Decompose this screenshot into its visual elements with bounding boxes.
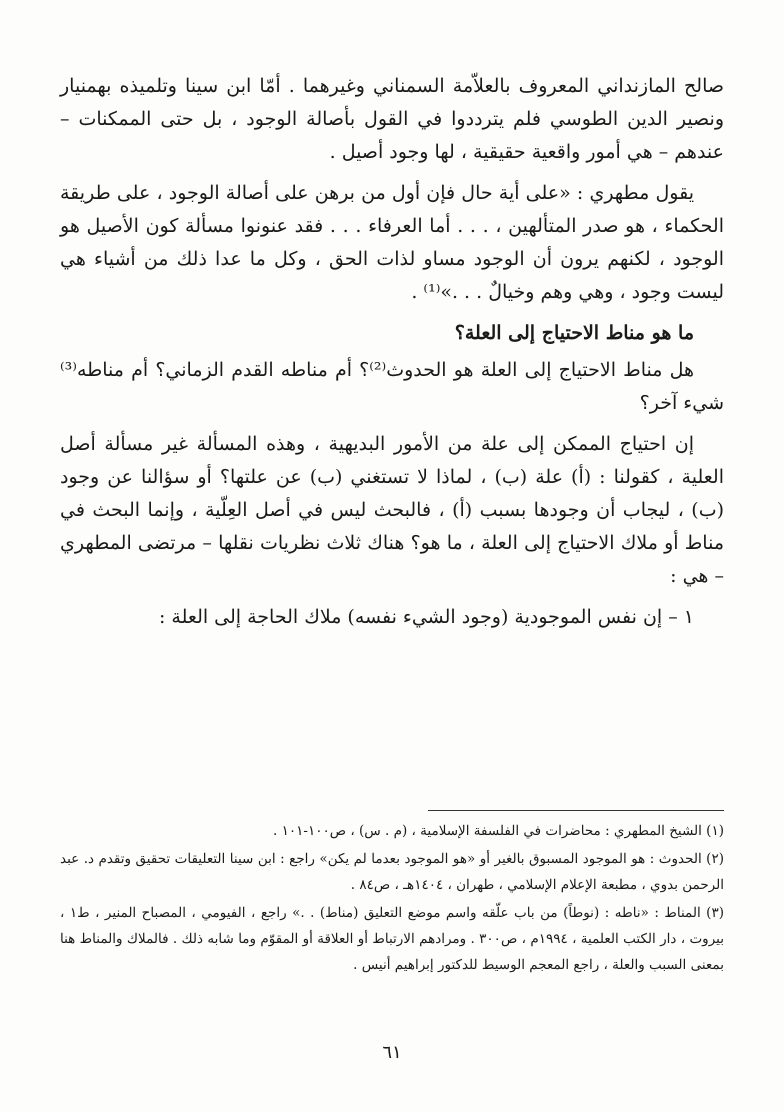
footnotes [60,818,724,980]
paragraph-4: إن احتياج الممكن إلى علة من الأمور البديهية ، وهذه المسألة غير مسألة أصل العلية ، كقولنا : (أ) علة (ب) ، لماذا لا تستغني (ب) عن علتها؟ أو سؤالنا عن وجود (ب) ، ليجاب أن وجودها بسبب (أ) ، فالبحث ليس في أصل العِلّية ، وإنما البحث في مناط أو ملاك الاحتياج إلى العلة ، ما هو؟ هناك ثلاث نظريات نقلها – مرتضى المطهري – هي : [60,433,724,587]
paragraph-2: يقول مطهري : «على أية حال فإن أول من برهن على أصالة الوجود ، على طريقة الحكماء ، هو صدر المتألهين ، . . . أما العرفاء . . . فقد عنونوا مسألة كون الأصيل هو الوجود ، لكنهم يرون أن الوجود مساو لذات الحق ، وكل ما عدا ذلك من أشياء هي ليست وجود ، وهي وهم وخيالٌ . . .»⁽¹⁾ . [60,182,724,303]
section-heading: ما هو مناط الاحتياج إلى العلة؟ [454,322,694,344]
footnote-1: (١) الشيخ المطهري : محاضرات في الفلسفة الإسلامية ، (م . س) ، ص١٠٠-١٠١ . [273,823,724,839]
paragraph-1: صالح المازنداني المعروف بالعلاّمة السمناني وغيرهما . أمّا ابن سينا وتلميذه بهمنيار ونصير الدين الطوسي فلم يترددوا في القول بأصالة الوجود ، بل حتى الممكنات – عندهم – هي أمور واقعية حقيقية ، لها وجود أصيل . [60,75,724,163]
paragraph-3: هل مناط الاحتياج إلى العلة هو الحدوث⁽²⁾؟ أم مناطه القدم الزماني؟ أم مناطه⁽³⁾ شيء آخر؟ [60,359,724,414]
footnote-2: (٢) الحدوث : هو الموجود المسبوق بالغير أو «هو الموجود بعدما لم يكن» راجع : ابن سينا التعليقات تحقيق وتقدم د. عبد الرحمن بدوي ، مطبعة الإعلام الإسلامي ، طهران ، ١٤٠٤هـ ، ص٨٤ . [60,851,724,893]
list-item-1: ١ – إن نفس الموجودية (وجود الشيء نفسه) ملاك الحاجة إلى العلة : [158,606,694,628]
footnote-divider [428,810,724,811]
page-number: ٦١ [382,1042,402,1063]
main-text [60,70,724,634]
footnote-3: (٣) المناط : «ناطه : (نوطاً) من باب علّقه واسم موضع التعليق (مناط) . .» راجع ، الفيومي ، المصباح المنير ، ط١ ، بيروت ، دار الكتب العلمية ، ١٩٩٤م ، ص٣٠٠ . ومرادهم الارتباط أو العلاقة أو المقوّم وما شابه ذلك . فالملاك والمناط هنا بمعنى السبب والعلة ، راجع المعجم الوسيط للدكتور إبراهيم أنيس . [60,905,724,973]
